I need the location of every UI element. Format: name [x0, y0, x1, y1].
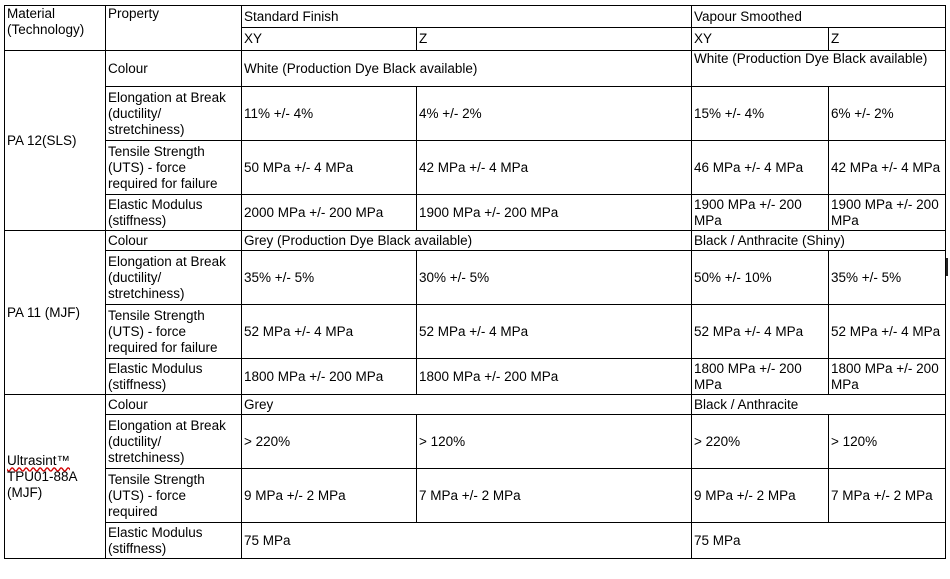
- value-cell: 1800 MPa +/- 200 MPa: [417, 359, 692, 395]
- header-vapour-z: Z: [829, 28, 946, 51]
- value-cell: 9 MPa +/- 2 MPa: [242, 469, 417, 523]
- table-row: [5, 51, 946, 87]
- header-property: Property: [106, 6, 242, 51]
- material-name: PA 12(SLS): [7, 132, 77, 148]
- colour-vapour: Black / Anthracite (Shiny): [692, 231, 946, 251]
- table-row: [5, 359, 946, 395]
- property-label: Elastic Modulus (stiffness): [106, 195, 242, 231]
- value-cell: > 220%: [242, 415, 417, 469]
- property-label: Elastic Modulus (stiffness): [106, 523, 242, 559]
- value-cell: 1800 MPa +/- 200 MPa: [829, 359, 946, 395]
- colour-vapour: Black / Anthracite: [692, 395, 946, 415]
- header-standard-z: Z: [417, 28, 692, 51]
- property-label: Colour: [106, 51, 242, 87]
- material-cell: [5, 395, 106, 559]
- colour-standard: White (Production Dye Black available): [242, 51, 692, 87]
- value-cell: 30% +/- 5%: [417, 251, 692, 305]
- material-cell: [5, 51, 106, 231]
- value-cell: 15% +/- 4%: [692, 87, 829, 141]
- value-cell: 35% +/- 5%: [829, 251, 946, 305]
- value-cell: 1900 MPa +/- 200 MPa: [417, 195, 692, 231]
- material-cell: [5, 231, 106, 395]
- property-label: Colour: [106, 231, 242, 251]
- value-cell: > 220%: [692, 415, 829, 469]
- value-cell: > 120%: [829, 415, 946, 469]
- value-cell: 9 MPa +/- 2 MPa: [692, 469, 829, 523]
- property-label: Tensile Strength (UTS) - force required: [106, 469, 242, 523]
- text-cursor-icon: [946, 258, 948, 276]
- material-properties-table: [4, 5, 946, 559]
- header-vapour-smoothed: Vapour Smoothed: [692, 6, 946, 28]
- property-label: Tensile Strength (UTS) - force required for failure: [106, 141, 242, 195]
- value-cell: 1900 MPa +/- 200 MPa: [692, 195, 829, 231]
- colour-standard: Grey: [242, 395, 692, 415]
- material-name: Ultrasint™: [7, 452, 71, 468]
- property-label: Elastic Modulus (stiffness): [106, 359, 242, 395]
- table-row: [5, 415, 946, 469]
- colour-vapour: White (Production Dye Black available): [692, 51, 946, 87]
- table-row: [5, 87, 946, 141]
- header-row: [5, 6, 946, 28]
- header-material: Material (Technology): [5, 6, 106, 51]
- value-cell: 4% +/- 2%: [417, 87, 692, 141]
- table-row: [5, 305, 946, 359]
- value-cell: 1800 MPa +/- 200 MPa: [692, 359, 829, 395]
- table-row: [5, 231, 946, 251]
- value-cell: 2000 MPa +/- 200 MPa: [242, 195, 417, 231]
- value-cell: 52 MPa +/- 4 MPa: [829, 305, 946, 359]
- value-cell: 7 MPa +/- 2 MPa: [417, 469, 692, 523]
- value-cell: 11% +/- 4%: [242, 87, 417, 141]
- table-row: [5, 395, 946, 415]
- value-cell: 6% +/- 2%: [829, 87, 946, 141]
- value-cell: 1900 MPa +/- 200 MPa: [829, 195, 946, 231]
- colour-standard: Grey (Production Dye Black available): [242, 231, 692, 251]
- table-row: [5, 523, 946, 559]
- value-cell: 75 MPa: [692, 523, 946, 559]
- value-cell: 50% +/- 10%: [692, 251, 829, 305]
- value-cell: 46 MPa +/- 4 MPa: [692, 141, 829, 195]
- value-cell: > 120%: [417, 415, 692, 469]
- table-row: [5, 251, 946, 305]
- value-cell: 1800 MPa +/- 200 MPa: [242, 359, 417, 395]
- table-row: [5, 469, 946, 523]
- property-label: Elongation at Break (ductility/ stretchiness): [106, 87, 242, 141]
- value-cell: 42 MPa +/- 4 MPa: [829, 141, 946, 195]
- header-standard-finish: Standard Finish: [242, 6, 692, 28]
- material-name-detail: TPU01-88A (MJF): [7, 468, 77, 500]
- property-label: Elongation at Break (ductility/ stretchiness): [106, 251, 242, 305]
- property-label: Tensile Strength (UTS) - force required for failure: [106, 305, 242, 359]
- value-cell: 42 MPa +/- 4 MPa: [417, 141, 692, 195]
- value-cell: 52 MPa +/- 4 MPa: [242, 305, 417, 359]
- value-cell: 52 MPa +/- 4 MPa: [692, 305, 829, 359]
- value-cell: 50 MPa +/- 4 MPa: [242, 141, 417, 195]
- value-cell: 75 MPa: [242, 523, 692, 559]
- property-label: Elongation at Break (ductility/ stretchiness): [106, 415, 242, 469]
- header-standard-xy: XY: [242, 28, 417, 51]
- table-row: [5, 141, 946, 195]
- value-cell: 7 MPa +/- 2 MPa: [829, 469, 946, 523]
- header-vapour-xy: XY: [692, 28, 829, 51]
- value-cell: 52 MPa +/- 4 MPa: [417, 305, 692, 359]
- material-name: PA 11 (MJF): [7, 304, 81, 320]
- value-cell: 35% +/- 5%: [242, 251, 417, 305]
- property-label: Colour: [106, 395, 242, 415]
- table-row: [5, 195, 946, 231]
